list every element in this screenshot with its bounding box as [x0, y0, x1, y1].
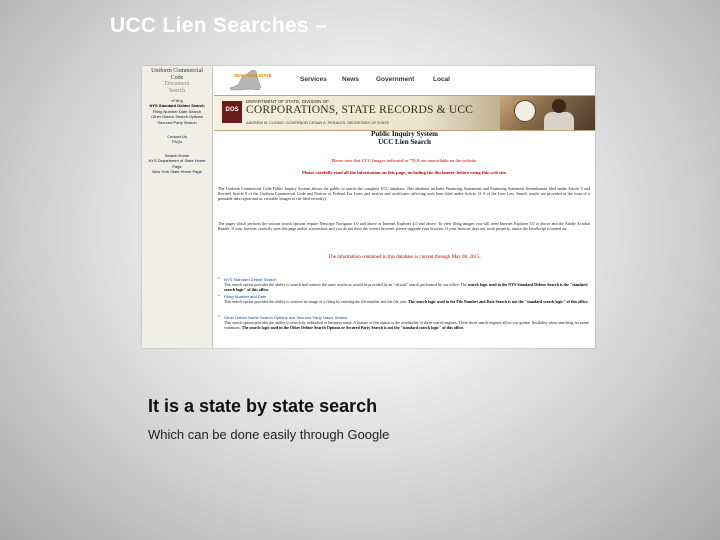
ucc-header: [142, 68, 212, 94]
person-photo: [544, 112, 574, 130]
person-head: [552, 99, 566, 113]
banner-photo: [500, 96, 595, 130]
logo-text: NEW YORK STATE: [234, 73, 272, 78]
intro-paragraph: The Uniform Commercial Code Public Inquiry System allows the public to search the complete UCC database. This database includes Financing Statements and Financing Statement Amendments filed under Article 9 and Revised Article 9 of the Uniform Commercial Code and Notices of Federal Tax Liens and notices and certificates affecting such liens filed under Article 13-A of the Lien Law. Search results are provided in the form of a printable data report and as viewable images of the filed record(s).: [218, 186, 590, 201]
division-banner: [214, 95, 595, 131]
website-screenshot: [142, 66, 595, 348]
nav-group-search: [142, 98, 212, 125]
browser-paragraph: The pages which perform the various search options require Netscape Navigator 4.0 and above or Internet Explorer 4.0 and above. To view filing images you will need Internet Explorer 5.0 or above and the Adobe Acrobat Reader. If your browser correctly uses this page and/or screenshots and you do not have the correct browser, please upgrade your browser. If your browser does not work properly, insure the JavaScript is turned on.: [218, 221, 590, 231]
slide-subcaption: Which can be done easily through Google: [148, 427, 390, 442]
nav-link-secured-party[interactable]: Secured Party Search: [157, 119, 197, 125]
nav-link-filing-number[interactable]: Filing Number Date Search: [152, 108, 202, 114]
banner-officials: ANDREW M. CUOMO, GOVERNOR CESAR A. PERALES, SECRETARY OF STATE: [246, 121, 390, 125]
new-york-state-map-icon: [228, 68, 272, 92]
slide-caption: It is a state by state search: [148, 396, 378, 416]
option-bold-text: search logic used in the NYS Standard Debtor Search is the "standard search logic" of this office.: [224, 281, 588, 292]
option-bold-text: The search logic used in the Other Debtor Search Options or Secured Party Search is not the "standard search logic" of this office.: [241, 324, 465, 330]
nav-link-faqs[interactable]: FAQs: [171, 139, 182, 145]
nav-link-search-home[interactable]: Search Home: [164, 153, 190, 158]
nav-link-dos-home[interactable]: NYS Department of State Home: [148, 158, 206, 164]
topnav-local[interactable]: Local: [433, 76, 450, 83]
option-filing-number: [218, 294, 590, 305]
slide-title: UCC Lien Searches –: [110, 14, 327, 37]
nav-group-help: [142, 134, 212, 145]
option-link[interactable]: Filing Number and Date: [224, 294, 267, 299]
ucc-header-line: Uniform Commercial: [151, 68, 203, 74]
ucc-header-line: Code: [170, 74, 184, 81]
ucc-header-line: Search: [168, 87, 186, 94]
banner-division-name: CORPORATIONS, STATE RECORDS & UCC: [246, 104, 474, 116]
database-current-notice: The information contained in this database is current through May 08, 2015.: [328, 255, 481, 260]
banner-department: DEPARTMENT OF STATE, DIVISION OF: [246, 99, 329, 104]
topnav-news[interactable]: News: [342, 76, 359, 83]
option-text: This search option provides the ability to search by individual or business name. A feature of this option is the availability of three search engines. These three search engines allow you greater flexibility when searching for name variations.: [224, 319, 589, 330]
dos-seal-icon: [222, 101, 242, 123]
option-text: This search option provides the ability to search and retrieve the same results as would be provided by an "official" search performed by our office. The: [224, 281, 467, 287]
nav-link-nys-home[interactable]: New York State Home Page: [152, 169, 202, 175]
clock-icon: [514, 100, 536, 122]
nav-link-standard-debtor[interactable]: NYS Standard Debtor Search: [149, 103, 205, 109]
option-link[interactable]: Other Debtor Name Search Options and Secured Party Name Search: [224, 315, 348, 320]
nav-link-contact[interactable]: Contact Us: [167, 134, 187, 139]
bullet-icon: •: [218, 294, 220, 299]
nav-link-efiling[interactable]: eFiling: [171, 98, 183, 103]
left-navigation: [142, 66, 213, 348]
dos-seal-text: DOS: [225, 107, 239, 113]
ucc-header-line: Document: [164, 81, 190, 87]
bullet-icon: •: [218, 277, 220, 282]
topnav-government[interactable]: Government: [376, 76, 415, 83]
nav-group-home: [142, 153, 212, 175]
option-link[interactable]: NYS Standard Debtor Search: [224, 277, 277, 282]
nav-link-other-debtor[interactable]: Other Debtor Search Options: [151, 114, 203, 120]
page-title-line1: Public Inquiry System: [371, 130, 438, 138]
option-standard-debtor: [218, 277, 590, 293]
topnav-services[interactable]: Services: [300, 76, 327, 83]
page-title-line2: UCC Lien Search: [378, 138, 431, 146]
option-text: This search option provides the ability to retrieve an image of a filing by entering the file number and the file year.: [224, 298, 408, 304]
top-navigation: [288, 72, 595, 90]
option-other-debtor: [218, 315, 590, 331]
bullet-icon: •: [218, 315, 220, 320]
nav-link-dos-home-cont[interactable]: Page: [172, 163, 182, 169]
page-title: [214, 130, 595, 146]
option-bold-text: The search logic used in the File Number and Date Search is not the "standard search logic" of this office.: [408, 298, 589, 304]
notice-read-carefully: Please carefully read all the information on this page, including the disclaimer, before using this web site.: [302, 170, 507, 175]
nys-logo[interactable]: [214, 66, 288, 96]
notice-images: Please note that UCC Images indicated as *N/A are unavailable on the website.: [331, 158, 478, 163]
